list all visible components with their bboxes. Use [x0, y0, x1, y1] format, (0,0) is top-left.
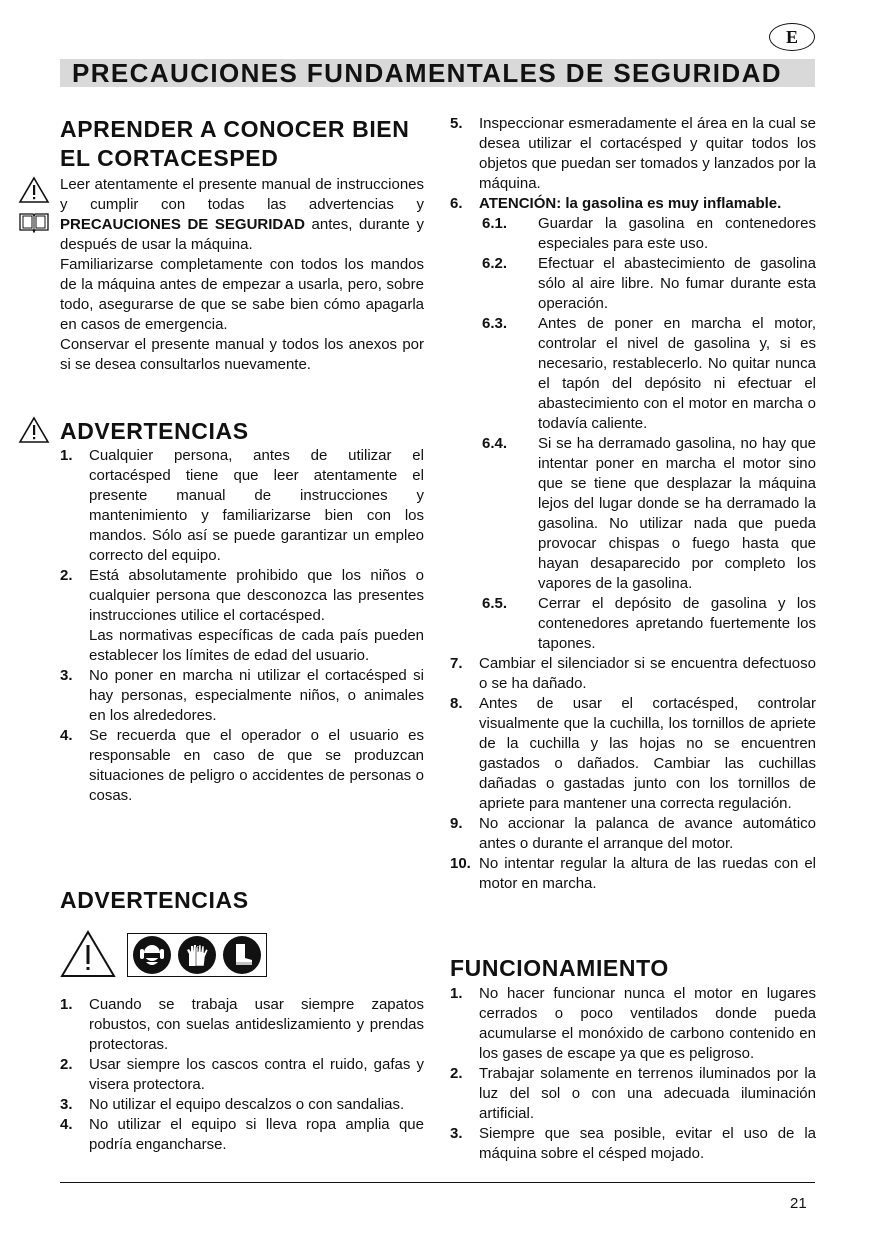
- item-number: 7.: [450, 655, 463, 672]
- sub-item-number: 6.5.: [482, 595, 508, 612]
- list-item: [450, 654, 816, 694]
- item-text: Inspeccionar esmeradamente el área en la cual se desea utilizar el cortacésped y quitar todos los objetos que puedan ser tomados y lanzados por la máquina.: [479, 115, 816, 192]
- item-number: 9.: [450, 815, 463, 832]
- warning-triangle-icon: [18, 416, 50, 444]
- sub-item-number: 6.1.: [482, 215, 508, 232]
- item-text-bold: ATENCIÓN: la gasolina es muy inflamable.: [479, 195, 782, 212]
- item-extra-text: Las normativas específicas de cada país pueden establecer los límites de edad del usuario.: [89, 627, 424, 664]
- list-item: [60, 995, 424, 1055]
- list-item: [60, 1055, 424, 1095]
- ppe-icons-box: [127, 933, 267, 977]
- funcionamiento-list: [450, 984, 816, 1164]
- paragraph: [60, 175, 424, 255]
- language-badge: E: [769, 23, 815, 51]
- sub-item-number: 6.2.: [482, 255, 508, 272]
- item-number: 2.: [60, 567, 73, 584]
- item-text: No intentar regular la altura de las ruedas con el motor en marcha.: [479, 855, 816, 892]
- text-run: antes, durante y después de usar la máquina.: [60, 216, 424, 253]
- list-item: [450, 114, 816, 194]
- sub-item-text: Efectuar el abastecimiento de gasolina sólo al aire libre. No fumar durante esta operación.: [538, 255, 816, 312]
- item-number: 4.: [60, 1116, 73, 1133]
- heading-line-1: APRENDER A CONOCER BIEN: [60, 116, 410, 142]
- sub-list-item: [450, 594, 816, 654]
- warning-triangle-icon: [60, 930, 116, 978]
- page-title-bar: [60, 59, 815, 87]
- page-title: PRECAUCIONES FUNDAMENTALES DE SEGURIDAD: [72, 58, 782, 88]
- item-text: Está absolutamente prohibido que los niños o cualquier persona que desconozca las presentes instrucciones utilice el cortacésped.: [89, 567, 424, 624]
- item-text: Cambiar el silenciador si se encuentra defectuoso o se ha dañado.: [479, 655, 816, 692]
- item-text: Trabajar solamente en terrenos iluminados por la luz del sol o con una adecuada iluminación artificial.: [479, 1065, 816, 1122]
- item-text: No poner en marcha ni utilizar el cortacésped si hay personas, especialmente niños, o animales en los alrededores.: [89, 667, 424, 724]
- item-number: 1.: [450, 985, 463, 1002]
- item-number: 3.: [60, 667, 73, 684]
- precautions-list-continued: [450, 114, 816, 894]
- sub-item-number: 6.3.: [482, 315, 508, 332]
- item-text: Se recuerda que el operador o el usuario es responsable en caso de que se produzcan situaciones de peligro o accidentes de personas o cosas.: [89, 727, 424, 804]
- bold-text: PRECAUCIONES DE SEGURIDAD: [60, 216, 305, 233]
- list-item: [450, 814, 816, 854]
- sub-item-text: Cerrar el depósito de gasolina y los contenedores apretando fuertemente los tapones.: [538, 595, 816, 652]
- list-item: [450, 194, 816, 654]
- item-text: Cuando se trabaja usar siempre zapatos robustos, con suelas antideslizamiento y prendas protectoras.: [89, 996, 424, 1053]
- gloves-icon: [178, 936, 216, 974]
- list-item: [60, 446, 424, 566]
- list-item: [60, 1095, 424, 1115]
- item-text: Antes de usar el cortacésped, controlar visualmente que la cuchilla, los tornillos de apriete de la cuchilla y las hojas no se encuentren gastados o dañados. Cambiar las cuchillas dañadas o gastadas junto con los tornillos de apriete para mantener una correcta regulación.: [479, 695, 816, 812]
- list-item: [450, 694, 816, 814]
- item-text: Cualquier persona, antes de utilizar el cortacésped tiene que leer atentamente el presente manual de instrucciones y mantenimiento y familiarizarse bien con los mandos. Sólo así se puede garantizar un empleo correcto del equipo.: [89, 447, 424, 564]
- item-number: 1.: [60, 447, 73, 464]
- item-text: No accionar la palanca de avance automático antes o durante el arranque del motor.: [479, 815, 816, 852]
- sub-item-number: 6.4.: [482, 435, 508, 452]
- item-text: No utilizar el equipo descalzos o con sandalias.: [89, 1096, 405, 1113]
- open-book-icon: [18, 211, 50, 233]
- paragraph: Conservar el presente manual y todos los anexos por si se desea consultarlos nuevamente.: [60, 336, 424, 373]
- list-item: [450, 984, 816, 1064]
- item-number: 2.: [450, 1065, 463, 1082]
- list-item: [60, 1115, 424, 1155]
- boots-icon: [223, 936, 261, 974]
- sub-item-text: Antes de poner en marcha el motor, controlar el nivel de gasolina y, si es necesario, restablecerlo. No quitar nunca el tapón del depósito ni efectuar el abastecimiento con el motor en marcha o todavía caliente.: [538, 315, 816, 432]
- item-text: Usar siempre los cascos contra el ruido, gafas y visera protectora.: [89, 1056, 424, 1093]
- list-item: [60, 666, 424, 726]
- list-item: [60, 726, 424, 806]
- list-item: [60, 566, 424, 666]
- item-number: 5.: [450, 115, 463, 132]
- footer-divider: [60, 1182, 815, 1183]
- sub-list-item: [450, 214, 816, 254]
- sub-list-item: [450, 434, 816, 594]
- item-text: No hacer funcionar nunca el motor en lugares cerrados o poco ventilados donde pueda acumularse el monóxido de carbono contenido en los gases de escape ya que es peligroso.: [479, 985, 816, 1062]
- heading-line-2: EL CORTACESPED: [60, 145, 279, 171]
- list-item: [450, 1064, 816, 1124]
- sub-list-item: [450, 254, 816, 314]
- advertencias-list-1: [60, 446, 424, 806]
- section-heading-advertencias-2: ADVERTENCIAS: [60, 887, 249, 913]
- item-number: 2.: [60, 1056, 73, 1073]
- item-number: 3.: [60, 1096, 73, 1113]
- ear-eye-protection-icon: [133, 936, 171, 974]
- item-text: No utilizar el equipo si lleva ropa amplia que podría engancharse.: [89, 1116, 424, 1153]
- section-heading-aprender: [60, 115, 409, 173]
- paragraph: Familiarizarse completamente con todos los mandos de la máquina antes de empezar a usarla, pero, sobre todo, asegurarse de que se sabe bien cómo apagarla en casos de emergencia.: [60, 256, 424, 333]
- sub-list-item: [450, 314, 816, 434]
- sub-item-text: Si se ha derramado gasolina, no hay que intentar poner en marcha el motor sino que se tiene que desplazar la máquina lejos del lugar donde se ha derramado la gasolina. No utilizar nada que pueda provocar chispas o fuego hasta que hayan desaparecido por completo los vapores de la gasolina.: [538, 435, 816, 592]
- item-number: 4.: [60, 727, 73, 744]
- section1-body: [60, 175, 424, 375]
- item-number: 1.: [60, 996, 73, 1013]
- item-number: 10.: [450, 855, 471, 872]
- sub-list: [450, 214, 816, 654]
- item-number: 3.: [450, 1125, 463, 1142]
- section-heading-advertencias-1: ADVERTENCIAS: [60, 418, 249, 444]
- sub-item-text: Guardar la gasolina en contenedores especiales para este uso.: [538, 215, 816, 252]
- item-number: 8.: [450, 695, 463, 712]
- list-item: [450, 1124, 816, 1164]
- text-run: Leer atentamente el presente manual de instrucciones y cumplir con todas las advertencias y: [60, 176, 424, 213]
- warning-triangle-icon: [18, 176, 50, 204]
- item-number: 6.: [450, 195, 463, 212]
- advertencias-list-2: [60, 995, 424, 1155]
- list-item: [450, 854, 816, 894]
- item-text: Siempre que sea posible, evitar el uso de la máquina sobre el césped mojado.: [479, 1125, 816, 1162]
- page-number: 21: [790, 1195, 807, 1212]
- section-heading-funcionamiento: FUNCIONAMIENTO: [450, 955, 669, 981]
